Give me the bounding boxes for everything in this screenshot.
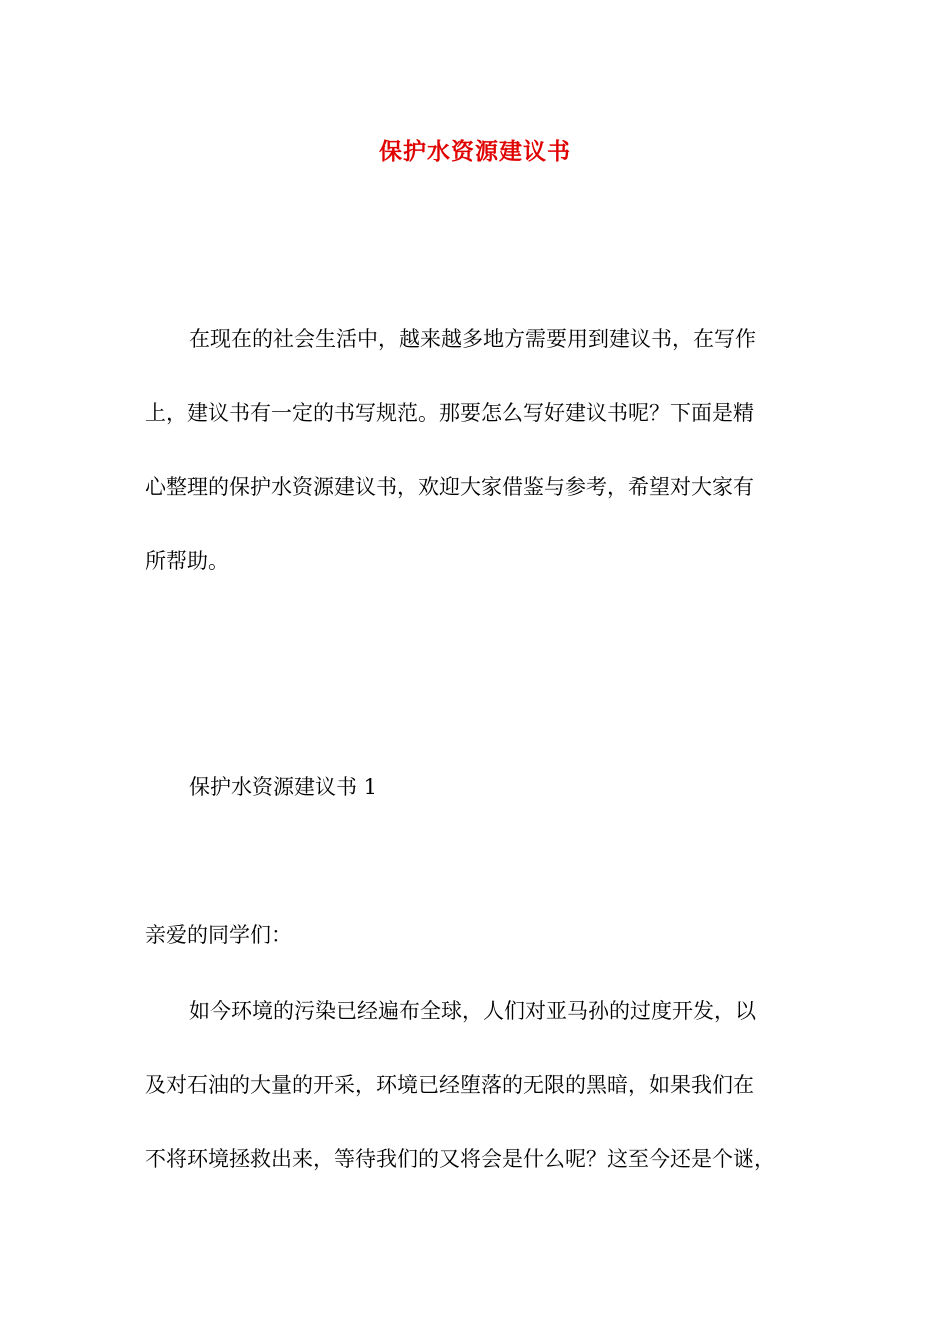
- intro-line-4: 所帮助。: [145, 549, 229, 573]
- section-heading: 保护水资源建议书 1: [189, 775, 378, 799]
- body-line-2: 及对石油的大量的开采，环境已经堕落的无限的黑暗，如果我们在: [145, 1073, 754, 1097]
- intro-paragraph: [145, 302, 825, 598]
- body-line-3: 不将环境拯救出来，等待我们的又将会是什么呢？这至今还是个谜，: [145, 1147, 775, 1171]
- salutation: 亲爱的同学们：: [145, 923, 292, 947]
- intro-line-1: 在现在的社会生活中，越来越多地方需要用到建议书，在写作: [189, 327, 756, 351]
- document-title: 保护水资源建议书: [379, 138, 571, 165]
- body-line-1: 如今环境的污染已经遍布全球，人们对亚马孙的过度开发，以: [189, 999, 756, 1023]
- intro-line-3: 心整理的保护水资源建议书，欢迎大家借鉴与参考，希望对大家有: [145, 475, 754, 499]
- body-paragraph: [145, 974, 825, 1196]
- intro-line-2: 上，建议书有一定的书写规范。那要怎么写好建议书呢？下面是精: [145, 401, 754, 425]
